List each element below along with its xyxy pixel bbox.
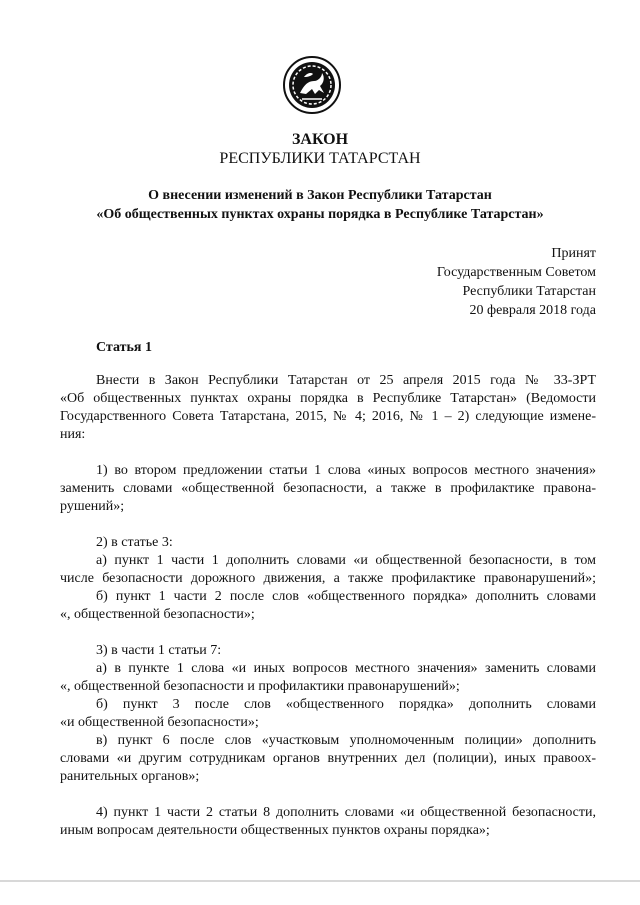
paragraph-line: «Об общественных пунктах охраны порядка в Республике Татарстан» (Ведомости	[60, 391, 596, 406]
paragraph-line: словами «и другим сотрудникам органов внутренних дел (полиции), иных правоох-	[60, 751, 596, 766]
paragraph-line: числе безопасности дорожного движения, а также профилактике правонарушений»;	[60, 571, 596, 586]
paragraph-line: Внести в Закон Республики Татарстан от 25 апреля 2015 года № 33-ЗРТ	[96, 373, 596, 388]
paragraph-line: ния:	[60, 427, 86, 442]
page-bottom-edge	[0, 880, 640, 882]
paragraph-line: 1) во втором предложении статьи 1 слова «иных вопросов местного значения»	[96, 463, 596, 478]
paragraph-line: а) пункт 1 части 1 дополнить словами «и общественной безопасности, в том	[96, 553, 596, 568]
paragraph-line: в) пункт 6 после слов «участковым уполномоченным полиции» дополнить	[96, 733, 596, 748]
law-subject-line-1: О внесении изменений в Закон Республики Татарстан	[148, 188, 492, 203]
paragraph-line: 4) пункт 1 части 2 статьи 8 дополнить словами «и общественной безопасности,	[96, 805, 596, 820]
paragraph-line: иным вопросам деятельности общественных пунктов охраны порядка»;	[60, 823, 490, 838]
law-title: ЗАКОН	[291, 131, 349, 148]
adopted-by-republic: Республики Татарстан	[462, 284, 596, 299]
paragraph-line: «и общественной безопасности»;	[60, 715, 259, 730]
paragraph-line: ранительных органов»;	[60, 769, 200, 784]
paragraph-line: 3) в части 1 статьи 7:	[96, 643, 222, 658]
paragraph-line: 2) в статье 3:	[96, 535, 173, 550]
adopted-date: 20 февраля 2018 года	[469, 303, 596, 318]
paragraph-line: б) пункт 3 после слов «общественного порядка» дополнить словами	[96, 697, 596, 712]
law-subject-line-2: «Об общественных пунктах охраны порядка в Республике Татарстан»	[96, 207, 544, 222]
paragraph-line: «, общественной безопасности и профилактики правонарушений»;	[60, 679, 460, 694]
paragraph-line: б) пункт 1 части 2 после слов «общественного порядка» дополнить словами	[96, 589, 596, 604]
law-jurisdiction: РЕСПУБЛИКИ ТАТАРСТАН	[219, 150, 421, 167]
paragraph-line: заменить словами «общественной безопасности, а также в профилактике правона-	[60, 481, 596, 496]
paragraph-line: Государственного Совета Татарстана, 2015, № 4; 2016, № 1 – 2) следующие измене-	[60, 409, 596, 424]
adopted-label: Принят	[551, 246, 596, 261]
paragraph-line: «, общественной безопасности»;	[60, 607, 255, 622]
tatarstan-coat-of-arms-icon	[282, 55, 342, 115]
article-heading: Статья 1	[96, 340, 152, 355]
paragraph-line: а) в пункте 1 слова «и иных вопросов местного значения» заменить словами	[96, 661, 596, 676]
paragraph-line: рушений»;	[60, 499, 125, 514]
adopted-by: Государственным Советом	[436, 265, 596, 280]
